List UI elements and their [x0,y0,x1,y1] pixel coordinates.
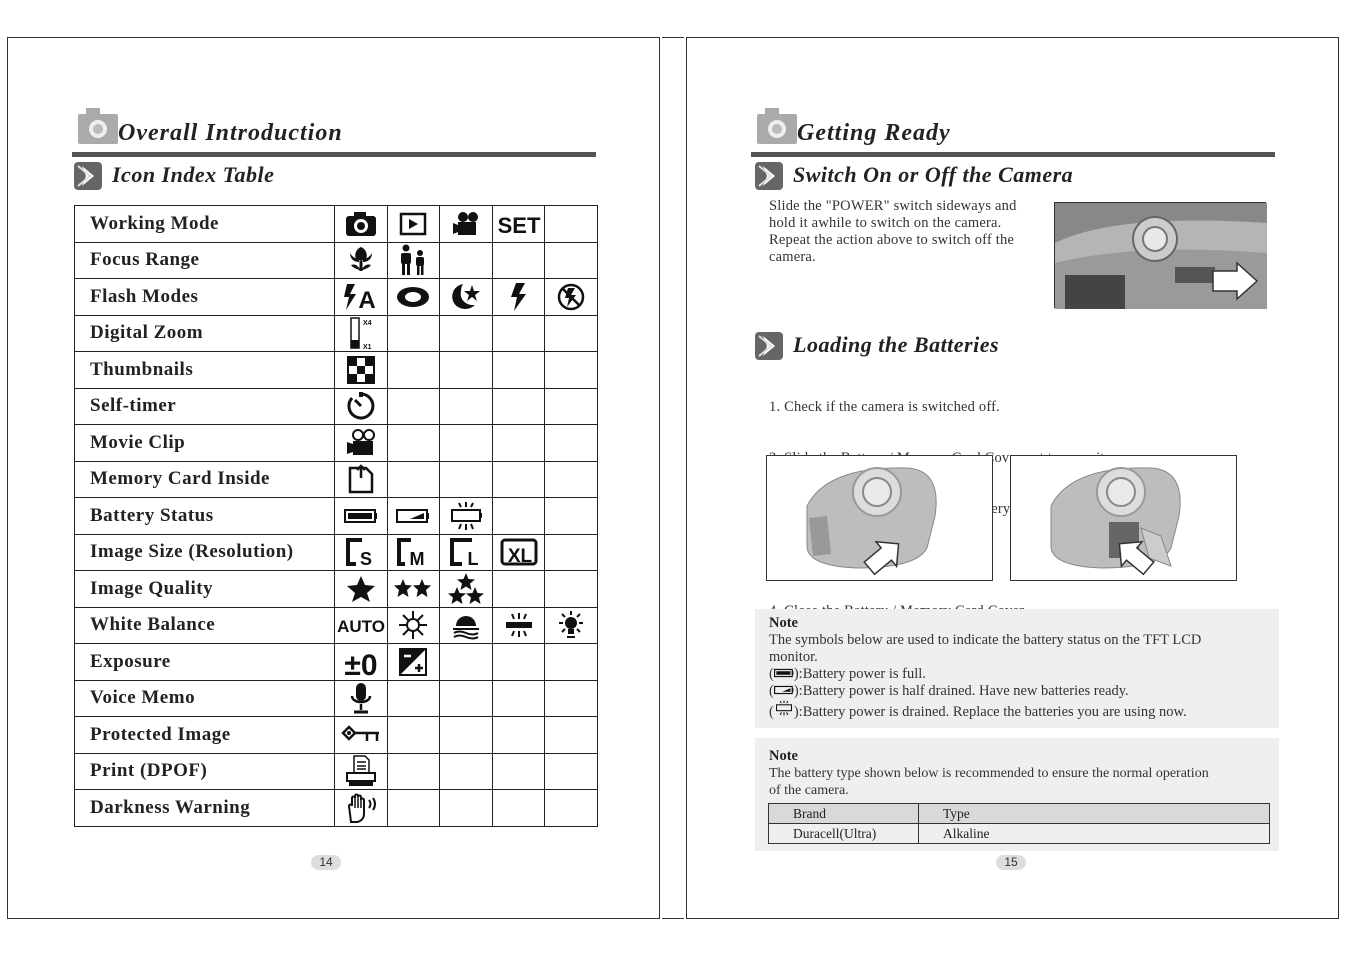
section-rule [751,152,1275,157]
section-title: Overall Introduction [118,120,343,146]
size-xl-icon [500,537,538,567]
exposure-value-icon [337,645,385,682]
gutter-top-rule [662,37,684,38]
text-line: The symbols below are used to indicate the battery status on the TFT LCD [769,632,1202,648]
status-text: ):Battery power is full. [793,666,926,682]
shaking-hand-icon [344,792,378,824]
row-label: Focus Range [75,242,335,279]
table-row [75,571,598,608]
table-row [75,315,598,352]
self-timer-icon [346,391,376,421]
zoom-bar-icon [343,316,379,350]
forced-flash-icon [509,282,529,312]
set-icon [497,210,540,238]
text-line: monitor. [769,649,818,665]
chevron-right-icon [74,162,102,190]
print-icon [345,755,377,787]
switch-instructions [769,198,1049,266]
text-line: The battery type shown below is recommended to ensure the normal operation [769,766,1209,781]
text-line: Slide the "POWER" switch sideways and [769,198,1017,214]
camera-top-illustration [1055,203,1267,309]
battery-status-note [755,609,1279,728]
svg-text:M: M [409,549,425,570]
table-row [75,753,598,790]
one-star-icon [346,575,376,603]
microphone-icon [349,682,373,714]
svg-text:XL: XL [507,546,532,568]
size-large-icon [448,537,484,570]
camera-battery-illustration [1011,456,1238,582]
row-label: Exposure [75,644,335,681]
row-label: Movie Clip [75,425,335,462]
subsection-title: Icon Index Table [112,162,275,187]
table-row [75,461,598,498]
page-number: 15 [996,855,1026,870]
wb-fluorescent-icon [503,611,535,639]
table-header-row [769,804,1270,824]
svg-text:X4: X4 [362,320,372,328]
camera-badge-icon [757,108,801,146]
note-title: Note [769,748,798,764]
table-row [75,680,598,717]
table-row [75,242,598,279]
table-row [75,717,598,754]
table-row [75,352,598,389]
play-icon [399,212,427,236]
icon-index-table [74,205,598,827]
battery-type-note [755,738,1279,851]
note-title: Note [769,615,798,631]
table-row [75,498,598,535]
power-switch-photo [1054,202,1266,308]
svg-text:L: L [467,549,479,570]
section-title: Getting Ready [797,120,951,146]
movie-camera-icon [345,429,377,457]
flash-off-icon [556,282,586,312]
battery-type-table [768,803,1270,844]
two-star-icon [394,578,432,600]
step-item: 1. Check if the camera is switched off. [769,399,1000,415]
auto-flash-icon [343,282,379,312]
row-label: Protected Image [75,717,335,754]
table-row [75,388,598,425]
three-star-icon [448,573,484,605]
table-row [75,534,598,571]
row-label: Voice Memo [75,680,335,717]
thumbnail-grid-icon [347,356,375,384]
battery-full-icon [774,668,794,678]
row-label: Working Mode [75,206,335,243]
text-line: camera. [769,249,816,265]
subsection-title: Loading the Batteries [793,332,1000,357]
status-line: ( ):Battery power is full. [769,666,926,682]
text-line: of the camera. [769,783,849,798]
row-label: Battery Status [75,498,335,535]
row-label: Image Size (Resolution) [75,534,335,571]
row-label: Thumbnails [75,352,335,389]
table-row [75,607,598,644]
table-row [75,425,598,462]
exposure-comp-icon [398,647,428,677]
page-number: 14 [311,855,341,870]
table-cell: Alkaline [919,824,1270,844]
column-header: Brand [769,804,919,824]
size-medium-icon [395,537,431,570]
portrait-people-icon [398,244,428,276]
gutter-bottom-rule [662,918,684,919]
note-body [769,765,1279,799]
wb-sunset-icon [451,611,481,639]
note-body [769,632,1279,721]
table-row [75,644,598,681]
movie-camera-icon [452,211,480,237]
step-item: Cover [984,450,1022,466]
row-label: Flash Modes [75,279,335,316]
red-eye-icon [395,285,431,309]
battery-empty-icon [774,700,794,716]
macro-flower-icon [346,245,376,275]
battery-full-icon [344,508,378,524]
load-batteries-photo [1010,455,1237,581]
wb-auto-icon [337,614,385,636]
row-label: Print (DPOF) [75,753,335,790]
status-text: ):Battery power is drained. Replace the batteries you are using now. [793,704,1187,720]
status-line: ( ):Battery power is drained. Replace the batteries you are using now. [769,700,1279,721]
table-row [75,790,598,827]
row-label: Memory Card Inside [75,461,335,498]
row-label: Digital Zoom [75,315,335,352]
svg-text:A: A [358,286,376,314]
battery-half-icon [774,685,794,695]
text-line: hold it awhile to switch on the camera. [769,215,1002,231]
text-line: Repeat the action above to switch off the [769,232,1015,248]
subsection-title: Switch On or Off the Camera [793,162,1074,187]
battery-half-icon [396,508,430,524]
battery-empty-icon [449,501,483,531]
status-text: ):Battery power is half drained. Have new batteries ready. [793,683,1129,699]
wb-tungsten-icon [556,610,586,640]
camera-icon [344,210,378,238]
svg-text:SET: SET [497,212,540,238]
memory-card-icon [348,464,374,494]
column-header: Type [919,804,1270,824]
row-label: White Balance [75,607,335,644]
table-row [769,824,1270,844]
row-label: Image Quality [75,571,335,608]
camera-badge-icon [78,108,122,146]
chevron-right-icon [755,332,783,360]
section-rule [72,152,596,157]
svg-text:X1: X1 [362,344,372,352]
table-row [75,206,598,243]
row-label: Darkness Warning [75,790,335,827]
svg-text:S: S [359,549,372,570]
status-line: ( ):Battery power is half drained. Have new batteries ready. [769,683,1129,699]
svg-text:±0: ±0 [344,648,378,682]
svg-text:AUTO: AUTO [336,617,385,637]
camera-cover-illustration [767,456,994,582]
table-cell: Duracell(Ultra) [769,824,919,844]
size-small-icon [344,537,378,570]
wb-daylight-icon [398,610,428,640]
row-label: Self-timer [75,388,335,425]
chevron-right-icon [755,162,783,190]
key-icon [341,724,381,746]
table-row [75,279,598,316]
open-cover-photo [766,455,993,581]
night-flash-icon [449,282,483,312]
